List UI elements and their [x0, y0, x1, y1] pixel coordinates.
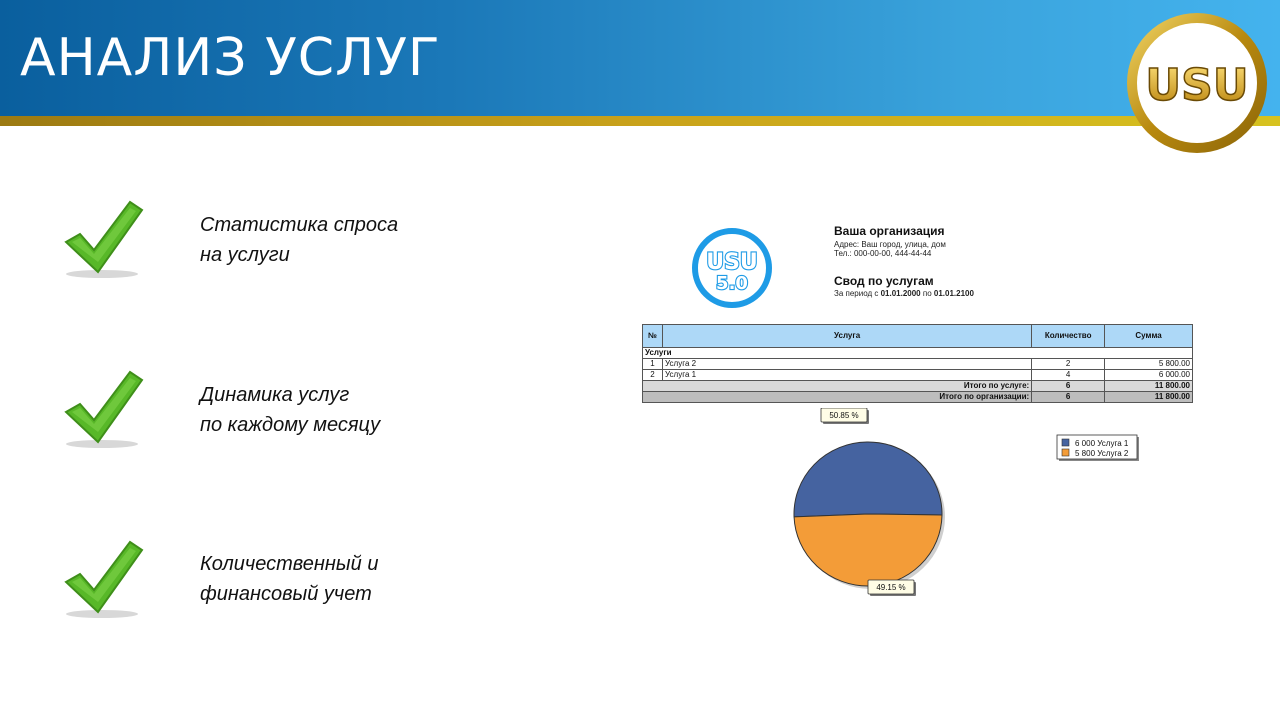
- feature-line: финансовый учет: [200, 583, 372, 605]
- feature-demand-stats: [200, 210, 398, 270]
- pie-percent-label: [868, 580, 916, 596]
- col-header: Количество: [1032, 325, 1105, 348]
- cell: 2: [643, 370, 663, 381]
- org-phone: Тел.: 000-00-00, 444-44-44: [834, 249, 932, 258]
- legend-label: 5 800 Услуга 2: [1075, 449, 1129, 458]
- org-address: Адрес: Ваш город, улица, дом: [834, 240, 946, 249]
- svg-text:5.0: 5.0: [716, 273, 748, 294]
- cell: Услуга 2: [662, 359, 1031, 370]
- cell: Итого по организации:: [643, 392, 1032, 403]
- cell: 11 800.00: [1105, 381, 1193, 392]
- cell: 11 800.00: [1105, 392, 1193, 403]
- report-period: За период с 01.01.2000 по 01.01.2100: [834, 289, 974, 298]
- checkmark-icon: [58, 538, 148, 620]
- col-header: Услуга: [662, 325, 1031, 348]
- cell: 4: [1032, 370, 1105, 381]
- svg-text:50.85 %: 50.85 %: [829, 411, 859, 420]
- col-header: №: [643, 325, 663, 348]
- feature-monthly-dynamics: [200, 380, 380, 440]
- chart-legend: [1057, 435, 1139, 461]
- cell: 6 000.00: [1105, 370, 1193, 381]
- pie-slice: [794, 442, 942, 517]
- pie-chart: [640, 408, 1200, 618]
- services-table: [642, 324, 1193, 403]
- svg-text:49.15 %: 49.15 %: [876, 583, 906, 592]
- table-header-row: [643, 325, 1193, 348]
- feature-line: Динамика услуг: [200, 384, 350, 406]
- page-title: АНАЛИЗ УСЛУГ: [20, 28, 441, 88]
- cell: Итого по услуге:: [643, 381, 1032, 392]
- feature-accounting: [200, 549, 378, 609]
- table-row: [643, 359, 1193, 370]
- cell: 5 800.00: [1105, 359, 1193, 370]
- table-row: [643, 370, 1193, 381]
- group-label: Услуги: [643, 348, 1193, 359]
- cell: Услуга 1: [662, 370, 1031, 381]
- svg-text:USU: USU: [706, 250, 758, 275]
- usu5-logo-icon: [692, 228, 772, 308]
- pie-percent-label: [821, 408, 869, 424]
- report-document: [640, 218, 1200, 618]
- feature-line: по каждому месяцу: [200, 414, 381, 436]
- cell: 6: [1032, 381, 1105, 392]
- legend-label: 6 000 Услуга 1: [1075, 439, 1129, 448]
- usu-logo-icon: [1126, 12, 1268, 154]
- cell: 6: [1032, 392, 1105, 403]
- table-group-row: [643, 348, 1193, 359]
- report-title: Свод по услугам: [834, 274, 934, 288]
- feature-line: Статистика спроса: [200, 214, 399, 236]
- feature-line: Количественный и: [200, 553, 379, 575]
- pie-slice: [794, 514, 942, 586]
- header-gold-stripe: [0, 116, 1280, 126]
- checkmark-icon: [58, 368, 148, 450]
- svg-text:USU: USU: [1145, 60, 1249, 111]
- legend-swatch: [1062, 449, 1069, 456]
- checkmark-icon: [58, 198, 148, 280]
- legend-swatch: [1062, 439, 1069, 446]
- total-service-row: [643, 381, 1193, 392]
- org-name: Ваша организация: [834, 224, 945, 238]
- cell: 2: [1032, 359, 1105, 370]
- col-header: Сумма: [1105, 325, 1193, 348]
- total-org-row: [643, 392, 1193, 403]
- cell: 1: [643, 359, 663, 370]
- feature-line: на услуги: [200, 244, 290, 266]
